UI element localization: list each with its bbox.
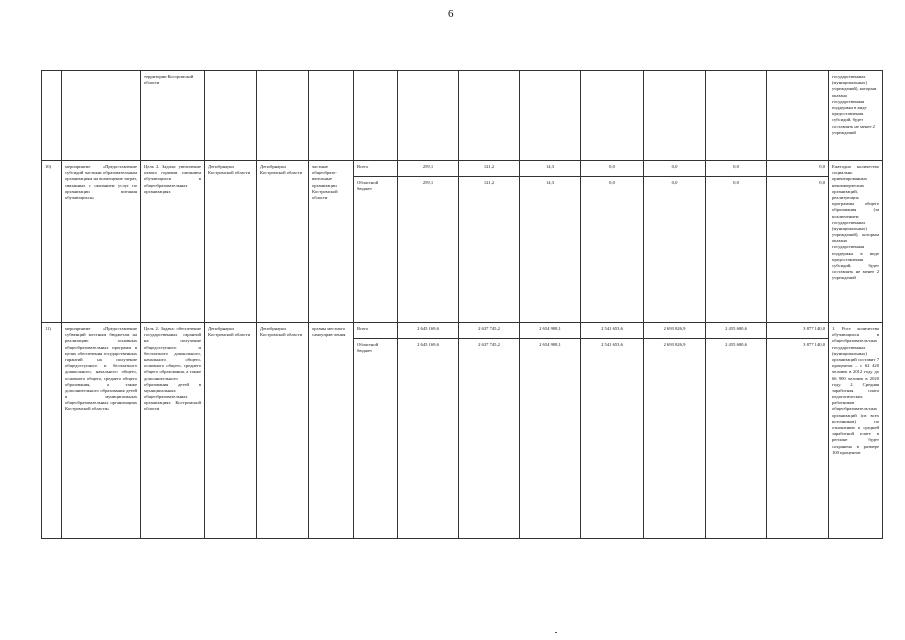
scan-speck xyxy=(555,632,557,633)
funding-value: 2 645 169,6 xyxy=(398,339,459,539)
funding-value: 2 654 908,1 xyxy=(520,323,581,339)
funding-source: Всего xyxy=(354,161,398,177)
funding-value: 2 654 908,1 xyxy=(520,339,581,539)
funding-value: 0,0 xyxy=(767,177,829,323)
cell-source xyxy=(354,71,398,161)
funding-value: 2 541 653,6 xyxy=(581,339,644,539)
executor-text: Депобрнауки Костромской области xyxy=(205,161,257,323)
funding-value: 0,0 xyxy=(767,161,829,177)
cell-index xyxy=(42,71,62,161)
funding-value: 121,2 xyxy=(459,161,520,177)
cell-value xyxy=(459,71,520,161)
table-row-11-total xyxy=(42,323,883,339)
page-number: 6 xyxy=(448,8,454,20)
measure-text: мероприятие «Предоставление субсидий частным образовательным организациям на возмещение затрат, связанных с оказанием услуг по организации питания обучающихся» xyxy=(62,161,141,323)
funding-value: 2 455 600,6 xyxy=(706,339,767,539)
funding-value: 0,0 xyxy=(706,161,767,177)
funding-value: 259,1 xyxy=(398,161,459,177)
cell-value xyxy=(581,71,644,161)
cell-result xyxy=(829,71,883,161)
funding-value: 14,3 xyxy=(520,161,581,177)
funding-value: 2 693 826,9 xyxy=(644,339,706,539)
funding-value: 0,0 xyxy=(581,161,644,177)
coexecutor-text: Депобрнауки Костромской области xyxy=(257,161,309,323)
coexecutor-text: Депобрнауки Костромской области xyxy=(257,323,309,539)
funding-value: 121,2 xyxy=(459,177,520,323)
row-index: 10) xyxy=(42,161,62,323)
funding-source: Областной бюджет xyxy=(354,177,398,323)
program-measures-table xyxy=(41,70,883,539)
result-text: Ежегодно количество социально ориентированных некоммерческих организаций, реализующих программы общего образования (за исключением государственных (муниципальных) учреждений), которым оказана государственная поддержка в виде предоставления субсидий, будет составлять не менее 2 учреждений xyxy=(829,161,883,323)
result-text: 1. Рост количества обучающихся в общеобразователь-ных государственных (муниципальных) организаций составит 7 процентов – с 62 420 человек в 2012 году до 66 900 человек в 2020 году. 2. Средняя заработная плата педагогических работников общеобразователь-ных организаций (из всех источников) по отношению к средней заработной плате в регионе будет сохранена в размере 100 процентов xyxy=(829,323,883,539)
measure-text: мероприятие «Предоставление субвенций местным бюджетам на реализацию основных общеобразовательных программ в целях обеспечения государственных гарантий на получение общедоступного и бесплатного дошкольного, начального общего, основного общего, среднего общего образования, а также дополнительного образования детей в муниципальных общеобразовательных организациях Костромской области» xyxy=(62,323,141,539)
cell-value xyxy=(398,71,459,161)
result-text: государственных (муниципальных) учреждений), которым оказана государственная поддержка в виде предоставления субсидий, будет составлять не менее 2 учреждений xyxy=(832,74,877,135)
funding-value: 0,0 xyxy=(706,177,767,323)
funding-value: 0,0 xyxy=(644,177,706,323)
cell-value xyxy=(706,71,767,161)
cell-executor xyxy=(205,71,257,161)
funding-value: 2 455 600,6 xyxy=(706,323,767,339)
cell-participant xyxy=(309,71,354,161)
funding-value: 14,3 xyxy=(520,177,581,323)
funding-value: 2 637 745,2 xyxy=(459,323,520,339)
cell-value xyxy=(644,71,706,161)
table-row-continuation xyxy=(42,71,883,161)
funding-value: 3 877 140,0 xyxy=(767,323,829,339)
cell-value xyxy=(767,71,829,161)
funding-value: 0,0 xyxy=(644,161,706,177)
goal-text: Цель 2. Задача: обеспечение государственных гарантий на получение общедоступного и бесплатного дошкольного, начального общего, основного общего, среднего общего образования, а также дополнительного образования детей в муниципальных общеобразовательных организациях Костромской области xyxy=(141,323,205,539)
executor-text: Депобрнауки Костромской области xyxy=(205,323,257,539)
funding-value: 2 637 745,2 xyxy=(459,339,520,539)
funding-value: 259,1 xyxy=(398,177,459,323)
funding-value: 3 877 140,0 xyxy=(767,339,829,539)
cell-coexecutor xyxy=(257,71,309,161)
cell-goal xyxy=(141,71,205,161)
funding-value: 2 645 169,6 xyxy=(398,323,459,339)
territory-text: территории Костромской области xyxy=(144,74,194,86)
cell-measure xyxy=(62,71,141,161)
participant-text: частные общеобразо-вательные организации Костромской области xyxy=(309,161,354,323)
table-row-10-total xyxy=(42,161,883,177)
funding-source: Всего xyxy=(354,323,398,339)
row-index: 11) xyxy=(42,323,62,539)
funding-value: 2 693 826,9 xyxy=(644,323,706,339)
participant-text: органы местного самоуправ-ления xyxy=(309,323,354,539)
goal-text: Цель 2. Задача: увеличение охвата горячим питанием обучающихся в общеобразовательных организациях xyxy=(141,161,205,323)
funding-source: Областной бюджет xyxy=(354,339,398,539)
funding-value: 2 541 653,6 xyxy=(581,323,644,339)
cell-value xyxy=(520,71,581,161)
funding-value: 0,0 xyxy=(581,177,644,323)
